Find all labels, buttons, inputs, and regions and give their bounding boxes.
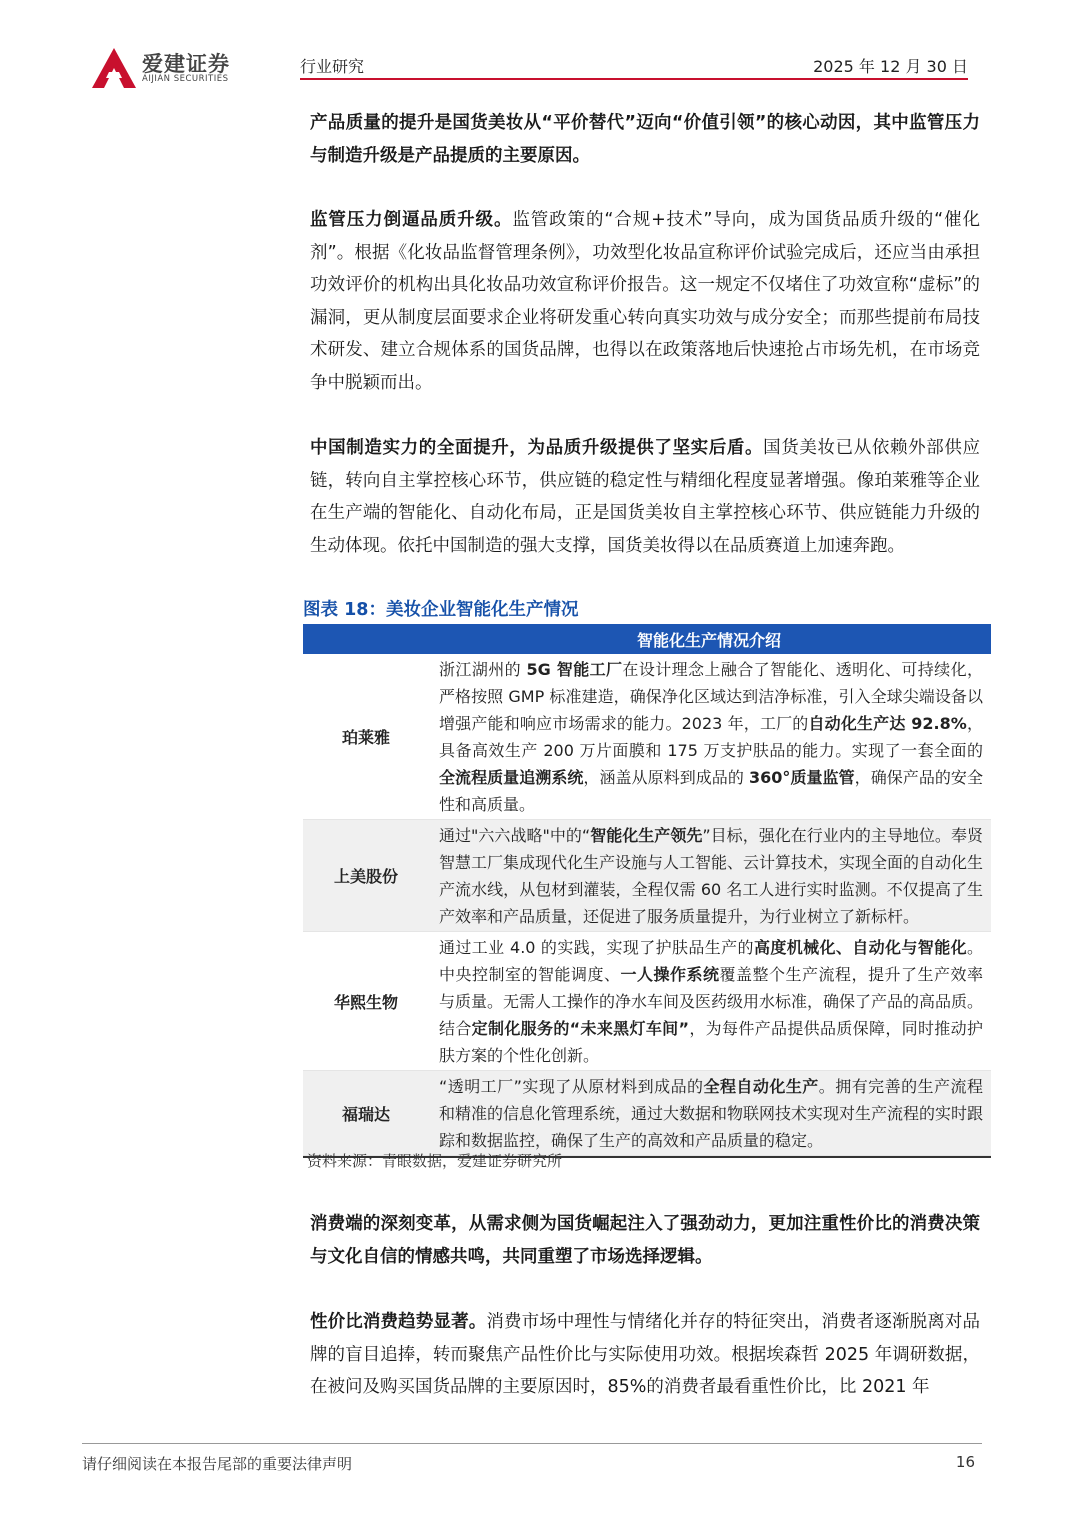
footer-divider — [82, 1443, 982, 1444]
paragraph-1: 产品质量的提升是国货美妆从“平价替代”迈向“价值引领”的核心动因，其中监管压力与制造升级是产品提质的主要原因。 — [310, 113, 980, 166]
production-table — [303, 624, 991, 1158]
table-row — [303, 820, 991, 932]
description-cell: “透明工厂”实现了从原材料到成品的全程自动化生产。拥有完善的生产流程和精准的信息化管理系统，通过大数据和物联网技术实现对生产流程的实时跟踪和数据监控，确保了生产的高效和产品质量的稳定。 — [439, 1077, 984, 1150]
company-name-cell: 福瑞达 — [341, 1104, 390, 1124]
table-header: 智能化生产情况介绍 — [303, 624, 991, 654]
report-date: 2025 年 12 月 30 日 — [813, 57, 968, 76]
table-row — [303, 654, 991, 820]
paragraph-2: 监管压力倒逼品质升级。监管政策的“合规+技术”导向，成为国货品质升级的“催化剂”。根据《化妆品监督管理条例》，功效型化妆品宣称评价试验完成后，还应当由承担功效评价的机构出具化妆品功效宣称评价报告。这一规定不仅堵住了功效宣称“虚标”的漏洞，更从制度层面要求企业将研发重心转向真实功效与成分安全；而那些提前布局技术研发、建立合规体系的国货品牌，也得以在政策落地后快速抢占市场先机，在市场竞争中脱颖而出。 — [310, 210, 980, 393]
company-logo — [92, 46, 262, 90]
company-name-cell: 珀莱雅 — [341, 728, 390, 747]
paragraph-4: 消费端的深刻变革，从需求侧为国货崛起注入了强劲动力，更加注重性价比的消费决策与文化自信的情感共鸣，共同重塑了市场选择逻辑。 — [310, 1214, 980, 1267]
description-cell: 通过工业 4.0 的实践，实现了护肤品生产的高度机械化、自动化与智能化。中央控制室的智能调度、一人操作系统覆盖整个生产流程，提升了生产效率与质量。无需人工操作的净水车间及医药级用水标准，确保了产品的高品质。结合定制化服务的“未来黑灯车间”，为每件产品提供品质保障，同时推动护肤方案的个性化创新。 — [439, 938, 984, 1065]
page-number: 16 — [955, 1453, 975, 1471]
paragraph-5: 性价比消费趋势显著。消费市场中理性与情绪化并存的特征突出，消费者逐渐脱离对品牌的盲目追捧，转而聚焦产品性价比与实际使用功效。根据埃森哲 2025 年调研数据，在被问及购买国货品牌的主要原因时，85%的消费者最看重性价比，比 2021 年 — [310, 1312, 981, 1397]
logo-text: 爱建证券 — [142, 52, 230, 76]
company-name-cell: 华熙生物 — [333, 992, 398, 1012]
logo-subtext: AIJIAN SECURITIES — [142, 74, 229, 84]
table-row — [303, 932, 991, 1071]
report-category: 行业研究 — [300, 57, 365, 76]
paragraph-3: 中国制造实力的全面提升，为品质升级提供了坚实后盾。国货美妆已从依赖外部供应链，转向自主掌控核心环节，供应链的稳定性与精细化程度显著增强。像珀莱雅等企业在生产端的智能化、自动化布局，正是国货美妆自主掌控核心环节、供应链能力升级的生动体现。依托中国制造的强大支撑，国货美妆得以在品质赛道上加速奔跑。 — [310, 438, 980, 556]
figure-title: 图表 18：美妆企业智能化生产情况 — [303, 600, 579, 620]
header-divider — [300, 78, 968, 80]
company-name-cell: 上美股份 — [333, 867, 398, 886]
figure-source: 资料来源：青眼数据，爱建证券研究所 — [307, 1152, 563, 1170]
description-cell: 浙江湖州的 5G 智能工厂在设计理念上融合了智能化、透明化、可持续化，严格按照 GMP 标准建造，确保净化区域达到洁净标准，引入全球尖端设备以增强产能和响应市场需求的能力。2023 年，工厂的自动化生产达 92.8%，具备高效生产 200 万片面膜和 175 万支护肤品的能力。实现了一套全面的全流程质量追溯系统，涵盖从原料到成品的 360°质量监管，确保产品的安全性和高质量。 — [439, 660, 983, 814]
description-cell: 通过"六六战略"中的“智能化生产领先”目标，强化在行业内的主导地位。奉贤智慧工厂集成现代化生产设施与人工智能、云计算技术，实现全面的自动化生产流水线，从包材到灌装，全程仅需 60 名工人进行实时监测。不仅提高了生产效率和产品质量，还促进了服务质量提升，为行业树立了新标杆。 — [439, 826, 984, 926]
table-row — [303, 1071, 991, 1156]
logo-mark-icon — [92, 48, 136, 88]
footer-disclaimer: 请仔细阅读在本报告尾部的重要法律声明 — [82, 1455, 353, 1473]
